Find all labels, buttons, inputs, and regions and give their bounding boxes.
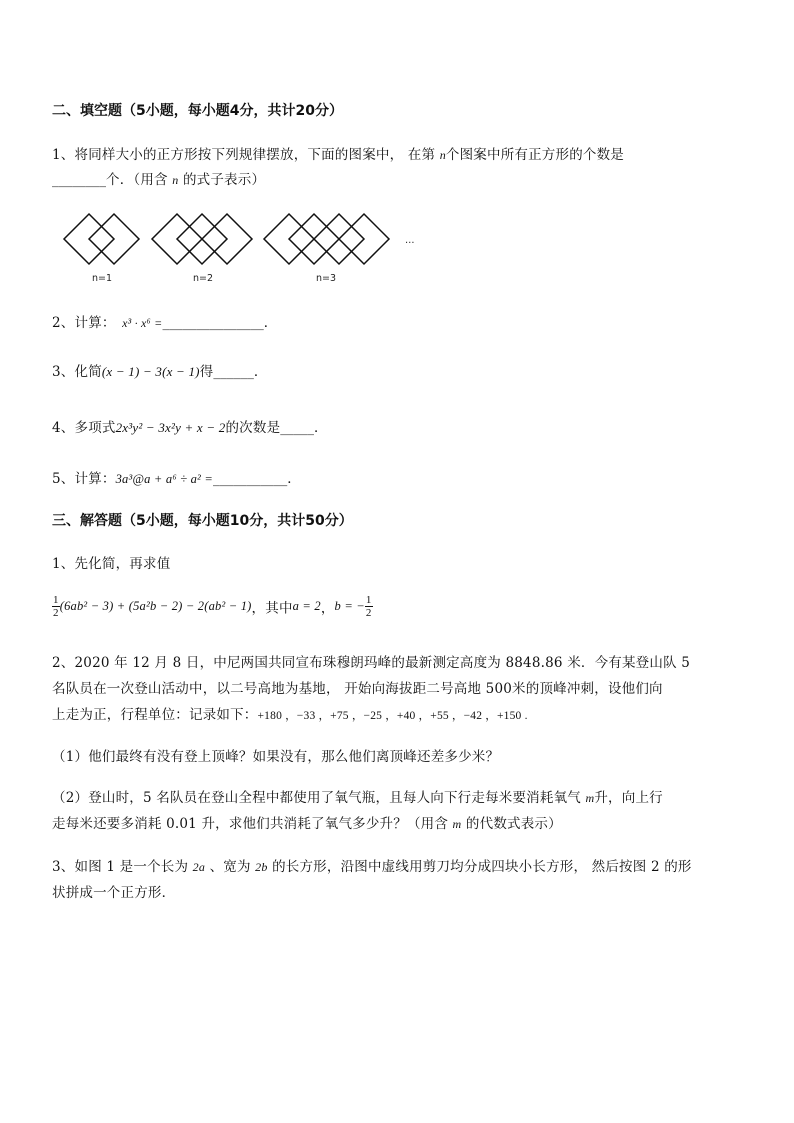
question-text: 计算： — [74, 471, 116, 487]
question-text: 2020 年 12 月 8 日，中尼两国共同宣布珠穆朗玛峰的最新测定高度为 8848.86 米．今有某登山队 5 — [74, 655, 691, 671]
question-number: 3、 — [52, 859, 75, 875]
variable-m: m — [585, 791, 595, 805]
question-4 — [52, 416, 328, 436]
question-text: 上走为正，行程单位：记录如下： — [52, 707, 258, 723]
variable-m: m — [452, 817, 462, 831]
records-list: +180 ，−33 ，+75 ，−25 ，+40 ，+55 ，−42 ，+150 . — [257, 710, 528, 722]
question-text: 得 — [199, 364, 214, 380]
question-number: 1、 — [52, 556, 75, 572]
question-number: 3、 — [52, 364, 75, 380]
question-text: 、宽为 — [205, 859, 256, 875]
answer-blank: ______ — [213, 364, 254, 380]
variable-n: n — [172, 173, 179, 187]
condition-b: b = − — [334, 599, 365, 613]
figure-ellipsis: … — [405, 235, 415, 246]
question-text: ． — [263, 315, 278, 331]
problem-3-line-2: 状拼成一个正方形． — [52, 885, 176, 901]
question-text: 如图 1 是一个长为 — [74, 859, 193, 875]
question-2 — [52, 311, 277, 331]
question-5 — [52, 467, 301, 487]
problem-2-sub-1: （1）他们最终有没有登上顶峰？如果没有，那么他们离顶峰还差多少米？ — [52, 749, 500, 765]
question-text: 的代数式表示） — [461, 816, 562, 832]
question-text: 的次数是 — [225, 420, 281, 436]
question-text: 先化简，再求值 — [74, 556, 171, 572]
answer-blank: _______________ — [162, 315, 264, 331]
question-text: 个．（用含 — [106, 172, 173, 188]
figure-label-n2: n=2 — [193, 273, 214, 284]
question-text: ． — [287, 471, 301, 487]
problem-1-expression — [52, 594, 373, 619]
question-text: 走每米还要多消耗 0.01 升，求他们共消耗了氧气多少升？（用含 — [52, 816, 453, 832]
question-text: ． — [253, 364, 268, 380]
problem-2-line-3 — [52, 703, 528, 723]
question-number: 4、 — [52, 420, 75, 436]
question-text: 将同样大小的正方形按下列规律摆放，下面的图案中， 在第 — [74, 147, 440, 163]
problem-2-line-2: 名队员在一次登山活动中，以二号高地为基地， 开始向海拔距二号高地 500米的顶峰冲刺，设他们向 — [52, 681, 663, 697]
variable-n: n — [439, 148, 446, 162]
condition-a: a = 2 — [292, 599, 321, 613]
answer-blank: ___________ — [212, 471, 288, 487]
question-text: 个图案中所有正方形的个数是 — [445, 147, 624, 163]
answer-blank: _____ — [280, 420, 315, 436]
problem-2-sub-2-line-2 — [52, 812, 562, 832]
problem-2-sub-2-line-1 — [52, 786, 663, 806]
question-text: ，其中 — [251, 600, 293, 617]
problem-2-line-1 — [52, 651, 690, 671]
math-expression: x³ · x⁶ = — [122, 316, 163, 330]
question-text: （2）登山时，5 名队员在登山全程中都使用了氧气瓶，且每人向下行走每米要消耗氧气 — [52, 790, 586, 806]
question-text: 升，向上行 — [594, 790, 663, 806]
answer-blank: ________ — [52, 172, 106, 188]
fraction-one-half: $\frac{1}{2}$ — [53, 594, 59, 619]
section-2-title: 二、填空题（5小题，每小题4分，共计20分） — [52, 103, 343, 119]
math-expression: 3a³@a + a⁶ ÷ a² = — [115, 472, 213, 486]
question-number: 5、 — [52, 471, 75, 487]
question-text: 的式子表示） — [178, 172, 266, 188]
question-text: 化简 — [74, 364, 102, 380]
fraction-one-half: $\frac{1}{2}$ — [365, 594, 372, 619]
question-text: 计算： — [74, 315, 116, 331]
figure-label-n3: n=3 — [316, 273, 337, 284]
question-number: 2、 — [52, 655, 75, 671]
section-3-title: 三、解答题（5小题，每小题10分，共计50分） — [52, 513, 353, 529]
question-number: 2、 — [52, 315, 75, 331]
question-text: ． — [314, 420, 328, 436]
problem-1-line-1 — [52, 552, 170, 572]
variable-2b: 2b — [255, 860, 268, 874]
separator: ， — [320, 600, 335, 617]
figure-label-n1: n=1 — [92, 273, 113, 284]
variable-2a: 2a — [192, 860, 206, 874]
math-expression: (x − 1) − 3(x − 1) — [101, 364, 200, 379]
question-number: 1、 — [52, 147, 75, 163]
question-text: 的长方形，沿图中虚线用剪刀均分成四块小长方形， 然后按图 2 的形 — [267, 859, 692, 875]
math-expression: (6ab² − 3) + (5a²b − 2) − 2(ab² − 1) — [59, 599, 252, 613]
problem-3-line-1 — [52, 855, 692, 875]
math-expression: 2x³y² − 3x²y + x − 2 — [115, 420, 226, 435]
question-text: 多项式 — [74, 420, 116, 436]
question-3 — [52, 360, 268, 380]
